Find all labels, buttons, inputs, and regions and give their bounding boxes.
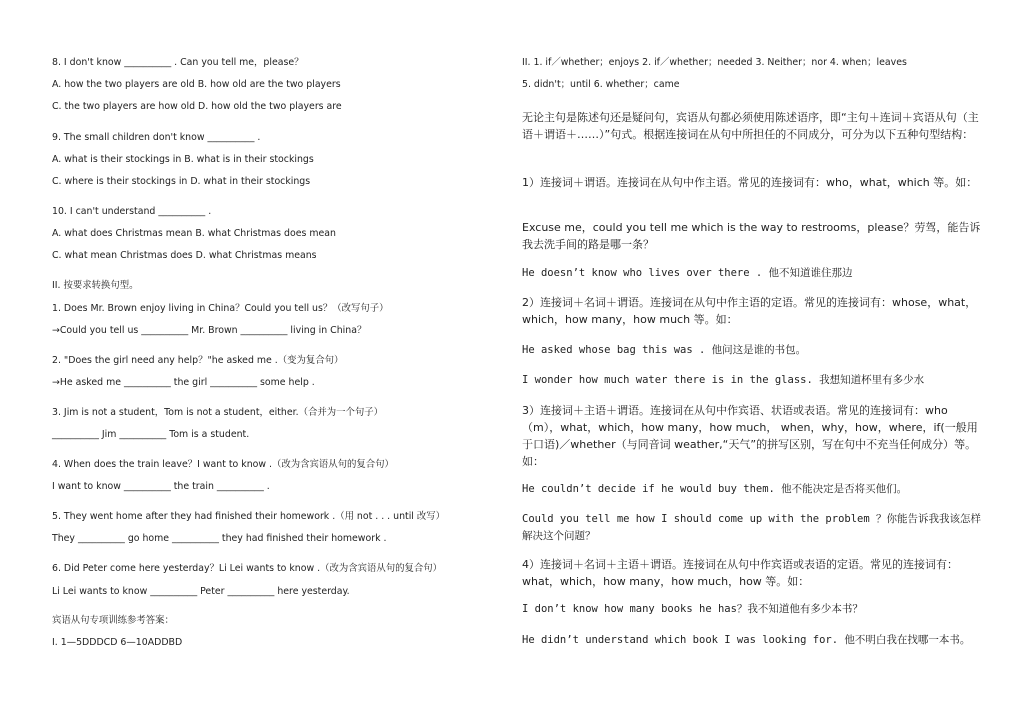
question-10-options-ab: A. what does Christmas mean B. what Christmas does mean [52,228,336,239]
structure-4-heading: 4）连接词＋名词＋主语＋谓语。连接词在从句中作宾语或表语的定语。常见的连接词有：what，which，how many，how much，how 等。如： [522,558,958,588]
structure-2-heading: 2）连接词＋名词＋谓语。连接词在从句中作主语的定语。常见的连接词有：whose，what，which，how many，how much 等。如： [522,296,977,326]
question-9: 9. The small children don't know __________ . [52,132,261,143]
structure-3-example-1: He couldn’t decide if he would buy them. 他不能决定是否将买他们。 [522,483,908,495]
structure-1-example-2: He doesn’t know who lives over there . 他不知道谁住那边 [522,267,853,279]
rewrite-4-prompt: 4. When does the train leave？I want to know .（改为含宾语从句的复合句） [52,459,394,470]
rewrite-5-prompt: 5. They went home after they had finished their homework .（用 not . . . until 改写） [52,511,446,522]
structure-1-example-1: Excuse me，could you tell me which is the way to restrooms，please？劳驾，能告诉我去洗手间的路是哪一条？ [522,221,981,251]
structure-2-example-2: I wonder how much water there is in the glass. 我想知道杯里有多少水 [522,374,925,386]
answer-key-section-ii-line-2: 5. didn't；until 6. whether；came [522,79,680,90]
structure-3-example-2: Could you tell me how I should come up with the problem ？你能告诉我我该怎样解决这个问题？ [522,513,982,542]
question-8-options-cd: C. the two players are how old D. how old the two players are [52,101,342,112]
rewrite-1-prompt: 1. Does Mr. Brown enjoy living in China？Could you tell us？（改写句子） [52,303,389,314]
question-10: 10. I can't understand __________ . [52,206,212,217]
question-8-options-ab: A. how the two players are old B. how old are the two players [52,79,341,90]
rewrite-1-answer-line: →Could you tell us __________ Mr. Brown __________ living in China？ [52,325,367,336]
rewrite-6-answer-line: Li Lei wants to know __________ Peter __________ here yesterday. [52,586,350,597]
rewrite-6-prompt: 6. Did Peter come here yesterday？Li Lei wants to know .（改为含宾语从句的复合句） [52,563,442,574]
rewrite-4-answer-line: I want to know __________ the train __________ . [52,481,270,492]
answer-key-heading: 宾语从句专项训练参考答案： [52,615,174,626]
structure-4-example-2: He didn’t understand which book I was looking for. 他不明白我在找哪一本书。 [522,634,971,646]
section-ii-heading: II. 按要求转换句型。 [52,280,139,291]
structure-3-heading: 3）连接词＋主语＋谓语。连接词在从句中作宾语、状语或表语。常见的连接词有：who（m），what，which，how many，how much， when，why，how，where，if(一般用于口语)／whether（与同音词 weather,“天气”的拼写区别，写在句中不充当任何成分）等。如： [522,404,978,468]
structure-2-example-1: He asked whose bag this was . 他问这是谁的书包。 [522,344,807,356]
intro-paragraph: 无论主句是陈述句还是疑问句，宾语从句都必须使用陈述语序，即“主句＋连词＋宾语从句（主语＋谓语＋……）”句式。根据连接词在从句中所担任的不同成分，可分为以下五种句型结构： [522,111,979,141]
structure-1-heading: 1）连接词＋谓语。连接词在从句中作主语。常见的连接词有：who，what，which 等。如： [522,176,978,189]
answer-key-section-ii-line-1: II. 1. if／whether；enjoys 2. if／whether；needed 3. Neither；nor 4. when；leaves [522,57,907,68]
structure-4-example-1: I don’t know how many books he has？我不知道他有多少本书？ [522,603,863,615]
rewrite-3-prompt: 3. Jim is not a student，Tom is not a student，either.（合并为一个句子） [52,407,383,418]
rewrite-5-answer-line: They __________ go home __________ they had finished their homework . [52,533,387,544]
question-9-options-cd: C. where is their stockings in D. what in their stockings [52,176,311,187]
rewrite-2-answer-line: →He asked me __________ the girl __________ some help . [52,377,315,388]
question-9-options-ab: A. what is their stockings in B. what is in their stockings [52,154,314,165]
question-8: 8. I don't know __________ . Can you tell me，please？ [52,57,304,68]
question-10-options-cd: C. what mean Christmas does D. what Christmas means [52,250,317,261]
rewrite-2-prompt: 2. "Does the girl need any help？"he asked me .（变为复合句） [52,355,344,366]
rewrite-3-answer-line: __________ Jim __________ Tom is a student. [52,429,250,440]
answer-key-section-i: I. 1—5DDDCD 6—10ADDBD [52,637,183,648]
